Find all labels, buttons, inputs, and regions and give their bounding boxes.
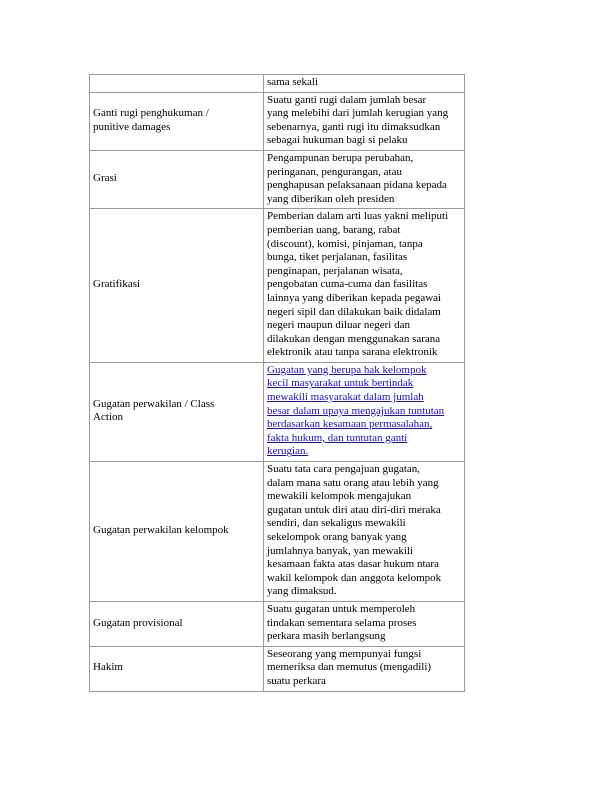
definition-cell: Pemberian dalam arti luas yakni meliputi pemberian uang, barang, rabat (discount), komisi, pinjaman, tanpa bunga, tiket perjalanan, fasilitas penginapan, perjalanan wisata, pengobatan cuma-cuma dan fasilitas lainnya yang diberikan kepada pegawai negeri sipil dan dilakukan baik didalam negeri maupun diluar negeri dan dilakukan dengan menggunakan sarana elektronik atau tanpa sarana elektronik [264, 209, 465, 363]
table-row [90, 150, 465, 208]
definition-cell: Suatu tata cara pengajuan gugatan, dalam mana satu orang atau lebih yang mewakili kelompok mengajukan gugatan untuk diri atau diri-diri meraka sendiri, dan sekaligus mewakili sekelompok orang banyak yang jumlahnya banyak, yan mewakili kesamaan fakta atas dasar hukum ntara wakil kelompok dan anggota kelompok yang dimaksud. [264, 462, 465, 602]
term-cell: Gugatan perwakilan kelompok [90, 462, 264, 602]
term-cell: Grasi [90, 150, 264, 208]
table-row [90, 462, 465, 602]
glossary-table [89, 74, 465, 692]
table-row [90, 209, 465, 363]
definition-link[interactable]: Gugatan yang berupa hak kelompok kecil masyarakat untuk bertindak mewakili masyarakat dalam jumlah besar dalam upaya mengajukan tuntutan berdasarkan kesamaan permasalahan, fakta hukum, dan tuntutan ganti kerugian. [267, 363, 445, 458]
term-cell [90, 75, 264, 93]
term-cell: Gratifikasi [90, 209, 264, 363]
table-row [90, 362, 465, 461]
definition-cell: Pengampunan berupa perubahan, peringanan, pengurangan, atau penghapusan pelaksanaan pidana kepada yang diberikan oleh presiden [264, 150, 465, 208]
definition-cell: Suatu gugatan untuk memperoleh tindakan sementara selama proses perkara masih berlangsung [264, 601, 465, 646]
table-row [90, 92, 465, 150]
term-cell: Ganti rugi penghukuman / punitive damages [90, 92, 264, 150]
term-cell: Gugatan perwakilan / Class Action [90, 362, 264, 461]
table-row [90, 75, 465, 93]
definition-cell [264, 362, 465, 461]
table-row [90, 646, 465, 691]
definition-cell: sama sekali [264, 75, 465, 93]
term-cell: Hakim [90, 646, 264, 691]
table-row [90, 601, 465, 646]
definition-cell: Suatu ganti rugi dalam jumlah besar yang melebihi dari jumlah kerugian yang sebenarnya, ganti rugi itu dimaksudkan sebagai hukuman bagi si pelaku [264, 92, 465, 150]
term-cell: Gugatan provisional [90, 601, 264, 646]
definition-cell: Seseorang yang mempunyai fungsi memeriksa dan memutus (mengadili) suatu perkara [264, 646, 465, 691]
